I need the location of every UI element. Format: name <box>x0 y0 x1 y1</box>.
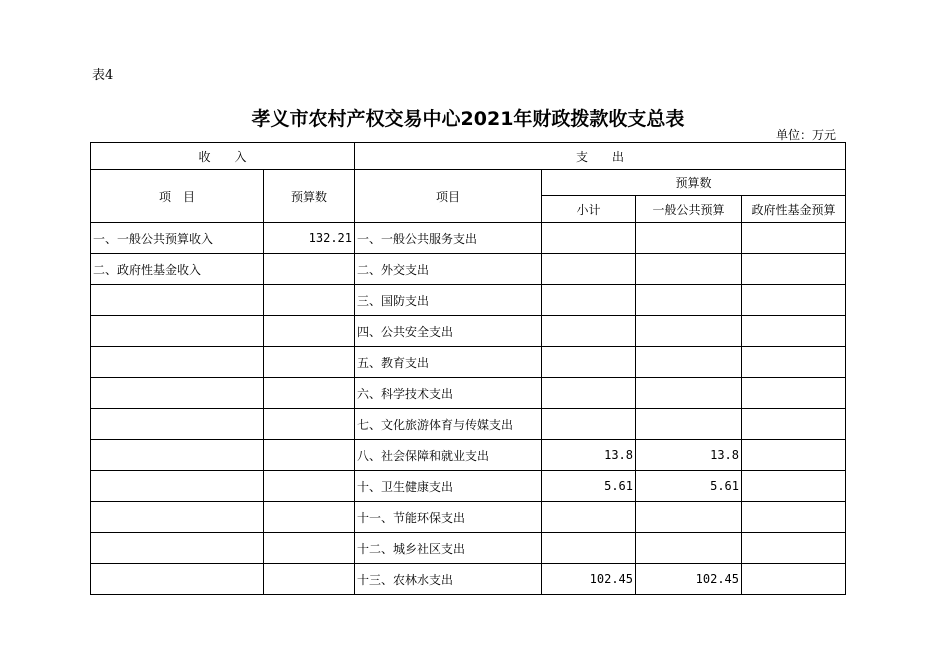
expense-item-cell: 三、国防支出 <box>355 285 542 316</box>
header-expense-item: 项目 <box>355 170 542 223</box>
header-expense: 支 出 <box>355 143 846 170</box>
subtotal-cell: 102.45 <box>542 564 636 595</box>
header-row-2 <box>91 170 846 196</box>
income-item-cell <box>91 502 264 533</box>
general-budget-cell <box>636 533 742 564</box>
income-item-cell <box>91 564 264 595</box>
income-budget-cell <box>264 440 355 471</box>
table-row <box>91 347 846 378</box>
header-subtotal: 小计 <box>542 196 636 223</box>
expense-item-cell: 十一、节能环保支出 <box>355 502 542 533</box>
table-row <box>91 223 846 254</box>
subtotal-cell <box>542 223 636 254</box>
general-budget-cell: 5.61 <box>636 471 742 502</box>
expense-item-cell: 八、社会保障和就业支出 <box>355 440 542 471</box>
subtotal-cell: 5.61 <box>542 471 636 502</box>
subtotal-cell <box>542 285 636 316</box>
table-tag: 表4 <box>92 68 114 83</box>
general-budget-cell <box>636 316 742 347</box>
expense-item-cell: 十三、农林水支出 <box>355 564 542 595</box>
subtotal-cell <box>542 254 636 285</box>
general-budget-cell <box>636 285 742 316</box>
expense-item-cell: 六、科学技术支出 <box>355 378 542 409</box>
expense-item-cell: 五、教育支出 <box>355 347 542 378</box>
expense-item-cell: 一、一般公共服务支出 <box>355 223 542 254</box>
header-general: 一般公共预算 <box>636 196 742 223</box>
unit-label: 单位：万元 <box>776 128 837 142</box>
subtotal-cell <box>542 409 636 440</box>
general-budget-cell <box>636 378 742 409</box>
income-budget-cell <box>264 347 355 378</box>
table-row <box>91 533 846 564</box>
general-budget-cell: 13.8 <box>636 440 742 471</box>
subtotal-cell <box>542 502 636 533</box>
header-income-budget: 预算数 <box>264 170 355 223</box>
income-budget-cell <box>264 471 355 502</box>
subtotal-cell <box>542 533 636 564</box>
income-budget-cell: 132.21 <box>264 223 355 254</box>
income-budget-cell <box>264 502 355 533</box>
subtotal-cell: 13.8 <box>542 440 636 471</box>
table-row <box>91 440 846 471</box>
fund-budget-cell <box>742 316 846 347</box>
fund-budget-cell <box>742 378 846 409</box>
income-item-cell: 二、政府性基金收入 <box>91 254 264 285</box>
income-item-cell: 一、一般公共预算收入 <box>91 223 264 254</box>
fund-budget-cell <box>742 285 846 316</box>
income-item-cell <box>91 347 264 378</box>
header-fund: 政府性基金预算 <box>742 196 846 223</box>
fund-budget-cell <box>742 223 846 254</box>
income-budget-cell <box>264 316 355 347</box>
general-budget-cell <box>636 409 742 440</box>
income-item-cell <box>91 409 264 440</box>
general-budget-cell <box>636 254 742 285</box>
fund-budget-cell <box>742 347 846 378</box>
general-budget-cell <box>636 223 742 254</box>
fund-budget-cell <box>742 502 846 533</box>
subtotal-cell <box>542 378 636 409</box>
fund-budget-cell <box>742 440 846 471</box>
subtotal-cell <box>542 347 636 378</box>
fund-budget-cell <box>742 564 846 595</box>
income-item-cell <box>91 316 264 347</box>
table-row <box>91 254 846 285</box>
income-budget-cell <box>264 254 355 285</box>
fund-budget-cell <box>742 471 846 502</box>
expense-item-cell: 四、公共安全支出 <box>355 316 542 347</box>
income-item-cell <box>91 471 264 502</box>
income-item-cell <box>91 285 264 316</box>
table-row <box>91 471 846 502</box>
budget-table <box>90 142 846 595</box>
expense-item-cell: 十二、城乡社区支出 <box>355 533 542 564</box>
income-budget-cell <box>264 533 355 564</box>
income-budget-cell <box>264 409 355 440</box>
header-income-item: 项 目 <box>91 170 264 223</box>
header-row-1 <box>91 143 846 170</box>
general-budget-cell <box>636 502 742 533</box>
page-title: 孝义市农村产权交易中心2021年财政拨款收支总表 <box>251 108 685 130</box>
income-item-cell <box>91 533 264 564</box>
expense-item-cell: 七、文化旅游体育与传媒支出 <box>355 409 542 440</box>
fund-budget-cell <box>742 409 846 440</box>
header-expense-budget: 预算数 <box>542 170 846 196</box>
expense-item-cell: 十、卫生健康支出 <box>355 471 542 502</box>
fund-budget-cell <box>742 254 846 285</box>
header-income: 收 入 <box>91 143 355 170</box>
table-row <box>91 285 846 316</box>
income-item-cell <box>91 378 264 409</box>
income-budget-cell <box>264 378 355 409</box>
table-row <box>91 316 846 347</box>
fund-budget-cell <box>742 533 846 564</box>
table-row <box>91 502 846 533</box>
table-row <box>91 378 846 409</box>
income-budget-cell <box>264 285 355 316</box>
table-row <box>91 564 846 595</box>
table-row <box>91 409 846 440</box>
income-item-cell <box>91 440 264 471</box>
income-budget-cell <box>264 564 355 595</box>
general-budget-cell: 102.45 <box>636 564 742 595</box>
expense-item-cell: 二、外交支出 <box>355 254 542 285</box>
subtotal-cell <box>542 316 636 347</box>
general-budget-cell <box>636 347 742 378</box>
